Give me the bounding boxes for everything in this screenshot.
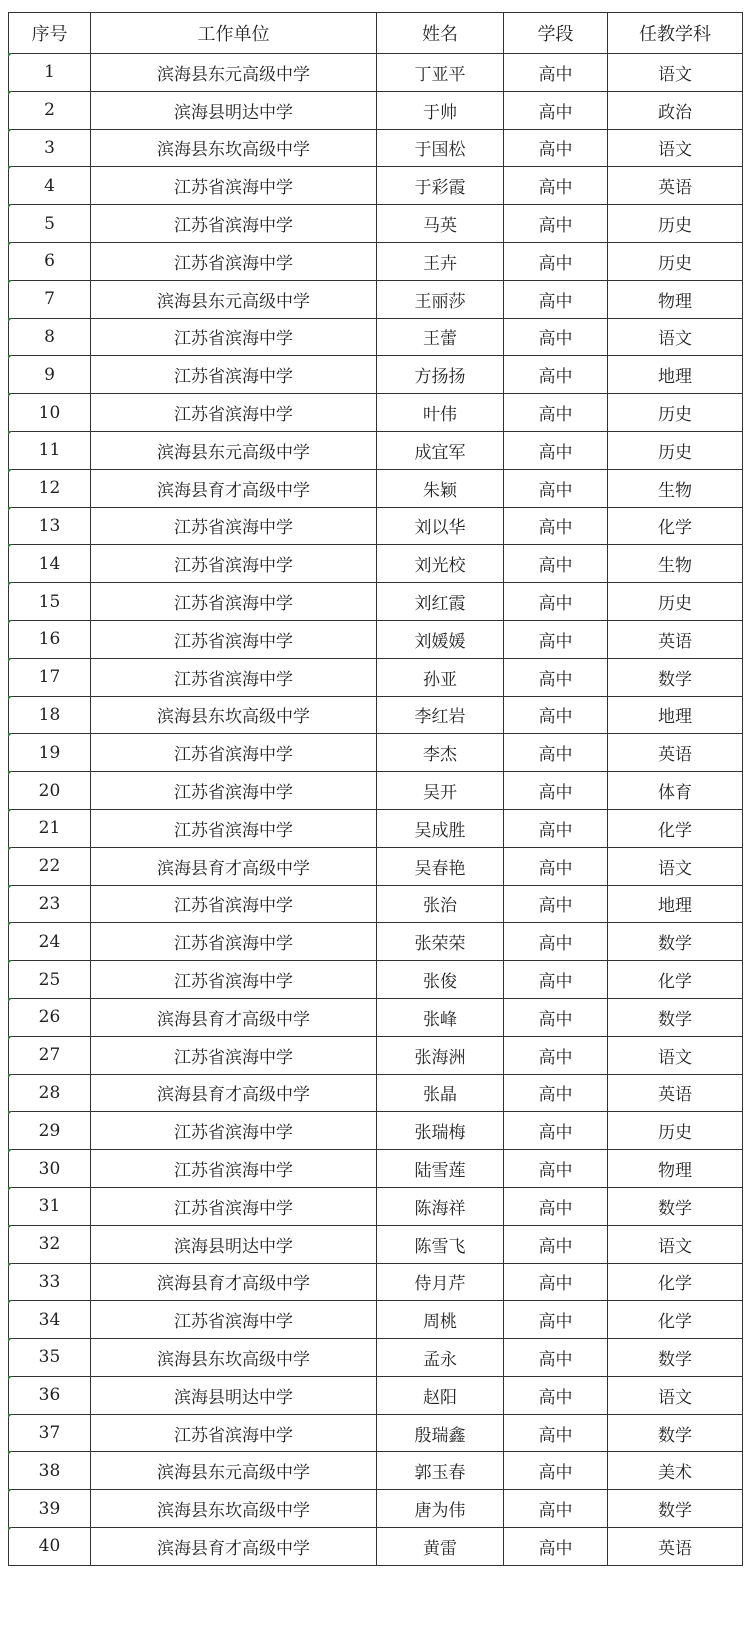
cell-subject: 地理 — [608, 885, 743, 923]
cell-work-unit: 江苏省滨海中学 — [91, 318, 377, 356]
cell-work-unit: 江苏省滨海中学 — [91, 205, 377, 243]
table-row — [9, 1150, 743, 1188]
cell-stage: 高中 — [504, 1490, 608, 1528]
table-row — [9, 1074, 743, 1112]
cell-index: 6 — [9, 242, 91, 280]
cell-name: 陆雪莲 — [377, 1150, 504, 1188]
table-row — [9, 961, 743, 999]
header-stage: 学段 — [504, 13, 608, 54]
cell-index: 7 — [9, 280, 91, 318]
cell-stage: 高中 — [504, 54, 608, 92]
cell-subject: 语文 — [608, 1376, 743, 1414]
cell-work-unit: 滨海县育才高级中学 — [91, 1263, 377, 1301]
cell-work-unit: 江苏省滨海中学 — [91, 545, 377, 583]
cell-index: 39 — [9, 1490, 91, 1528]
cell-subject: 化学 — [608, 961, 743, 999]
cell-index: 37 — [9, 1414, 91, 1452]
cell-name: 吴春艳 — [377, 847, 504, 885]
cell-subject: 历史 — [608, 242, 743, 280]
cell-stage: 高中 — [504, 1414, 608, 1452]
cell-name: 于彩霞 — [377, 167, 504, 205]
cell-stage: 高中 — [504, 469, 608, 507]
cell-name: 陈海祥 — [377, 1187, 504, 1225]
cell-subject: 数学 — [608, 1490, 743, 1528]
cell-subject: 历史 — [608, 431, 743, 469]
table-row — [9, 394, 743, 432]
cell-name: 刘光校 — [377, 545, 504, 583]
cell-stage: 高中 — [504, 658, 608, 696]
cell-subject: 英语 — [608, 1074, 743, 1112]
cell-subject: 体育 — [608, 772, 743, 810]
cell-stage: 高中 — [504, 1452, 608, 1490]
cell-index: 38 — [9, 1452, 91, 1490]
table-row — [9, 54, 743, 92]
cell-work-unit: 滨海县东坎高级中学 — [91, 129, 377, 167]
table-row — [9, 1376, 743, 1414]
cell-stage: 高中 — [504, 696, 608, 734]
cell-subject: 历史 — [608, 1112, 743, 1150]
cell-index: 30 — [9, 1150, 91, 1188]
cell-index: 28 — [9, 1074, 91, 1112]
cell-stage: 高中 — [504, 1376, 608, 1414]
cell-stage: 高中 — [504, 1225, 608, 1263]
cell-stage: 高中 — [504, 1339, 608, 1377]
cell-stage: 高中 — [504, 847, 608, 885]
cell-subject: 数学 — [608, 1339, 743, 1377]
cell-stage: 高中 — [504, 772, 608, 810]
cell-index: 31 — [9, 1187, 91, 1225]
cell-index: 14 — [9, 545, 91, 583]
table-row — [9, 696, 743, 734]
cell-index: 20 — [9, 772, 91, 810]
cell-stage: 高中 — [504, 205, 608, 243]
cell-name: 于帅 — [377, 91, 504, 129]
table-row — [9, 734, 743, 772]
cell-index: 4 — [9, 167, 91, 205]
cell-work-unit: 滨海县东元高级中学 — [91, 280, 377, 318]
cell-name: 成宜军 — [377, 431, 504, 469]
cell-work-unit: 滨海县明达中学 — [91, 1225, 377, 1263]
cell-index: 22 — [9, 847, 91, 885]
cell-subject: 数学 — [608, 1414, 743, 1452]
cell-work-unit: 滨海县育才高级中学 — [91, 1528, 377, 1566]
table-row — [9, 545, 743, 583]
cell-stage: 高中 — [504, 1187, 608, 1225]
cell-index: 5 — [9, 205, 91, 243]
cell-subject: 物理 — [608, 280, 743, 318]
cell-name: 李杰 — [377, 734, 504, 772]
cell-subject: 语文 — [608, 318, 743, 356]
cell-stage: 高中 — [504, 167, 608, 205]
cell-index: 18 — [9, 696, 91, 734]
cell-work-unit: 滨海县育才高级中学 — [91, 1074, 377, 1112]
cell-name: 张峰 — [377, 998, 504, 1036]
cell-subject: 英语 — [608, 167, 743, 205]
cell-stage: 高中 — [504, 431, 608, 469]
cell-work-unit: 江苏省滨海中学 — [91, 620, 377, 658]
cell-work-unit: 江苏省滨海中学 — [91, 1150, 377, 1188]
cell-stage: 高中 — [504, 545, 608, 583]
table-row — [9, 809, 743, 847]
cell-work-unit: 江苏省滨海中学 — [91, 1301, 377, 1339]
table-body — [9, 54, 743, 1566]
cell-index: 36 — [9, 1376, 91, 1414]
cell-subject: 生物 — [608, 469, 743, 507]
cell-stage: 高中 — [504, 507, 608, 545]
cell-index: 1 — [9, 54, 91, 92]
cell-work-unit: 江苏省滨海中学 — [91, 923, 377, 961]
table-row — [9, 242, 743, 280]
cell-index: 2 — [9, 91, 91, 129]
cell-work-unit: 江苏省滨海中学 — [91, 394, 377, 432]
cell-subject: 地理 — [608, 356, 743, 394]
cell-stage: 高中 — [504, 961, 608, 999]
cell-index: 16 — [9, 620, 91, 658]
cell-subject: 地理 — [608, 696, 743, 734]
table-row — [9, 205, 743, 243]
cell-stage: 高中 — [504, 998, 608, 1036]
cell-index: 35 — [9, 1339, 91, 1377]
cell-subject: 语文 — [608, 1225, 743, 1263]
cell-name: 吴成胜 — [377, 809, 504, 847]
cell-name: 方扬扬 — [377, 356, 504, 394]
cell-name: 侍月芹 — [377, 1263, 504, 1301]
cell-subject: 化学 — [608, 1301, 743, 1339]
cell-work-unit: 滨海县明达中学 — [91, 91, 377, 129]
cell-name: 张治 — [377, 885, 504, 923]
cell-work-unit: 滨海县东元高级中学 — [91, 54, 377, 92]
cell-index: 9 — [9, 356, 91, 394]
cell-subject: 化学 — [608, 1263, 743, 1301]
cell-subject: 化学 — [608, 809, 743, 847]
cell-name: 张荣荣 — [377, 923, 504, 961]
cell-work-unit: 滨海县东坎高级中学 — [91, 1339, 377, 1377]
table-row — [9, 1490, 743, 1528]
cell-stage: 高中 — [504, 1263, 608, 1301]
cell-stage: 高中 — [504, 129, 608, 167]
cell-subject: 历史 — [608, 394, 743, 432]
cell-stage: 高中 — [504, 1112, 608, 1150]
cell-name: 刘媛媛 — [377, 620, 504, 658]
cell-work-unit: 江苏省滨海中学 — [91, 1187, 377, 1225]
cell-name: 李红岩 — [377, 696, 504, 734]
table-row — [9, 1452, 743, 1490]
cell-name: 王卉 — [377, 242, 504, 280]
cell-index: 17 — [9, 658, 91, 696]
cell-work-unit: 江苏省滨海中学 — [91, 1112, 377, 1150]
cell-name: 周桃 — [377, 1301, 504, 1339]
table-row — [9, 998, 743, 1036]
cell-index: 34 — [9, 1301, 91, 1339]
cell-name: 王丽莎 — [377, 280, 504, 318]
cell-work-unit: 滨海县东坎高级中学 — [91, 1490, 377, 1528]
cell-stage: 高中 — [504, 1074, 608, 1112]
cell-name: 孟永 — [377, 1339, 504, 1377]
cell-work-unit: 江苏省滨海中学 — [91, 167, 377, 205]
cell-work-unit: 江苏省滨海中学 — [91, 734, 377, 772]
cell-stage: 高中 — [504, 280, 608, 318]
table-row — [9, 431, 743, 469]
cell-subject: 数学 — [608, 923, 743, 961]
cell-index: 29 — [9, 1112, 91, 1150]
cell-subject: 物理 — [608, 1150, 743, 1188]
cell-index: 32 — [9, 1225, 91, 1263]
cell-work-unit: 滨海县东元高级中学 — [91, 1452, 377, 1490]
cell-work-unit: 江苏省滨海中学 — [91, 961, 377, 999]
cell-index: 21 — [9, 809, 91, 847]
table-row — [9, 620, 743, 658]
cell-work-unit: 江苏省滨海中学 — [91, 356, 377, 394]
cell-name: 叶伟 — [377, 394, 504, 432]
cell-subject: 语文 — [608, 54, 743, 92]
cell-index: 25 — [9, 961, 91, 999]
table-row — [9, 280, 743, 318]
cell-subject: 生物 — [608, 545, 743, 583]
table-row — [9, 923, 743, 961]
cell-name: 陈雪飞 — [377, 1225, 504, 1263]
table-row — [9, 847, 743, 885]
table-row — [9, 885, 743, 923]
cell-stage: 高中 — [504, 923, 608, 961]
cell-work-unit: 滨海县明达中学 — [91, 1376, 377, 1414]
cell-name: 郭玉春 — [377, 1452, 504, 1490]
cell-name: 张俊 — [377, 961, 504, 999]
table-row — [9, 507, 743, 545]
table-header — [9, 13, 743, 54]
cell-subject: 英语 — [608, 734, 743, 772]
cell-subject: 语文 — [608, 1036, 743, 1074]
cell-index: 33 — [9, 1263, 91, 1301]
cell-subject: 历史 — [608, 205, 743, 243]
cell-work-unit: 江苏省滨海中学 — [91, 658, 377, 696]
cell-stage: 高中 — [504, 1150, 608, 1188]
cell-work-unit: 江苏省滨海中学 — [91, 242, 377, 280]
teacher-list-sheet — [8, 12, 742, 1566]
cell-index: 15 — [9, 583, 91, 621]
cell-name: 唐为伟 — [377, 1490, 504, 1528]
cell-work-unit: 滨海县育才高级中学 — [91, 998, 377, 1036]
cell-index: 13 — [9, 507, 91, 545]
table-row — [9, 1528, 743, 1566]
table-row — [9, 1301, 743, 1339]
cell-name: 丁亚平 — [377, 54, 504, 92]
header-work-unit: 工作单位 — [91, 13, 377, 54]
cell-subject: 化学 — [608, 507, 743, 545]
cell-stage: 高中 — [504, 1528, 608, 1566]
table-row — [9, 658, 743, 696]
cell-stage: 高中 — [504, 1301, 608, 1339]
cell-name: 王蕾 — [377, 318, 504, 356]
cell-index: 8 — [9, 318, 91, 356]
cell-name: 孙亚 — [377, 658, 504, 696]
cell-name: 于国松 — [377, 129, 504, 167]
header-subject: 任教学科 — [608, 13, 743, 54]
cell-subject: 语文 — [608, 847, 743, 885]
cell-subject: 英语 — [608, 1528, 743, 1566]
cell-name: 马英 — [377, 205, 504, 243]
teacher-table — [8, 12, 743, 1566]
cell-subject: 数学 — [608, 998, 743, 1036]
cell-stage: 高中 — [504, 620, 608, 658]
table-row — [9, 318, 743, 356]
cell-stage: 高中 — [504, 394, 608, 432]
cell-index: 3 — [9, 129, 91, 167]
cell-stage: 高中 — [504, 242, 608, 280]
cell-name: 张瑞梅 — [377, 1112, 504, 1150]
cell-index: 19 — [9, 734, 91, 772]
cell-index: 26 — [9, 998, 91, 1036]
cell-name: 张晶 — [377, 1074, 504, 1112]
cell-work-unit: 滨海县东元高级中学 — [91, 431, 377, 469]
cell-subject: 历史 — [608, 583, 743, 621]
cell-work-unit: 滨海县东坎高级中学 — [91, 696, 377, 734]
cell-work-unit: 江苏省滨海中学 — [91, 809, 377, 847]
cell-name: 赵阳 — [377, 1376, 504, 1414]
cell-index: 23 — [9, 885, 91, 923]
cell-index: 10 — [9, 394, 91, 432]
cell-index: 40 — [9, 1528, 91, 1566]
cell-subject: 数学 — [608, 658, 743, 696]
table-row — [9, 1187, 743, 1225]
cell-index: 11 — [9, 431, 91, 469]
cell-stage: 高中 — [504, 356, 608, 394]
table-row — [9, 583, 743, 621]
cell-work-unit: 江苏省滨海中学 — [91, 1414, 377, 1452]
cell-stage: 高中 — [504, 318, 608, 356]
cell-subject: 美术 — [608, 1452, 743, 1490]
cell-stage: 高中 — [504, 885, 608, 923]
cell-work-unit: 江苏省滨海中学 — [91, 772, 377, 810]
cell-name: 刘红霞 — [377, 583, 504, 621]
cell-stage: 高中 — [504, 1036, 608, 1074]
table-row — [9, 1339, 743, 1377]
cell-index: 24 — [9, 923, 91, 961]
header-index: 序号 — [9, 13, 91, 54]
header-row — [9, 13, 743, 54]
cell-subject: 英语 — [608, 620, 743, 658]
cell-work-unit: 江苏省滨海中学 — [91, 1036, 377, 1074]
table-row — [9, 1112, 743, 1150]
cell-work-unit: 江苏省滨海中学 — [91, 885, 377, 923]
cell-name: 黄雷 — [377, 1528, 504, 1566]
cell-work-unit: 江苏省滨海中学 — [91, 583, 377, 621]
cell-stage: 高中 — [504, 91, 608, 129]
table-row — [9, 129, 743, 167]
cell-work-unit: 滨海县育才高级中学 — [91, 847, 377, 885]
cell-work-unit: 滨海县育才高级中学 — [91, 469, 377, 507]
cell-name: 张海洲 — [377, 1036, 504, 1074]
table-row — [9, 167, 743, 205]
cell-subject: 语文 — [608, 129, 743, 167]
table-row — [9, 1036, 743, 1074]
header-name: 姓名 — [377, 13, 504, 54]
cell-subject: 政治 — [608, 91, 743, 129]
table-row — [9, 469, 743, 507]
cell-index: 27 — [9, 1036, 91, 1074]
cell-stage: 高中 — [504, 734, 608, 772]
cell-stage: 高中 — [504, 809, 608, 847]
cell-subject: 数学 — [608, 1187, 743, 1225]
cell-stage: 高中 — [504, 583, 608, 621]
table-row — [9, 356, 743, 394]
table-row — [9, 772, 743, 810]
cell-name: 刘以华 — [377, 507, 504, 545]
cell-name: 殷瑞鑫 — [377, 1414, 504, 1452]
table-row — [9, 1263, 743, 1301]
table-row — [9, 1225, 743, 1263]
cell-work-unit: 江苏省滨海中学 — [91, 507, 377, 545]
cell-name: 朱颖 — [377, 469, 504, 507]
cell-name: 吴开 — [377, 772, 504, 810]
cell-index: 12 — [9, 469, 91, 507]
table-row — [9, 1414, 743, 1452]
table-row — [9, 91, 743, 129]
